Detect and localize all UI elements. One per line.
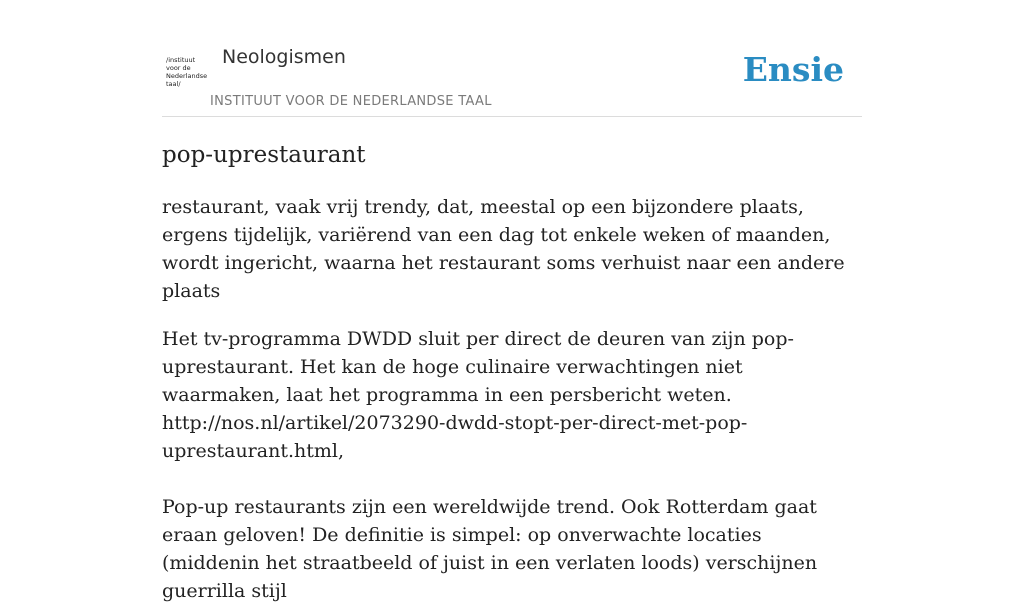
entry-definition: restaurant, vaak vrij trendy, dat, meestal op een bijzondere plaats, ergens tijdelijk, variërend van een dag tot enkele weken of maanden, wordt ingericht, waarna het restaurant soms verhuist naar een andere plaats — [162, 196, 845, 302]
page — [162, 0, 862, 605]
header — [162, 0, 862, 117]
logo-line: Nederlandse — [166, 72, 208, 80]
entry-example: Pop-up restaurants zijn een wereldwijde trend. Ook Rotterdam gaat eraan geloven! De definitie is simpel: op onverwachte locaties (middenin het straatbeeld of juist in een verlaten loods) verschijnen guerrilla stijl — [162, 496, 818, 602]
site-title[interactable]: Neologismen — [222, 46, 346, 68]
ensie-logo[interactable]: Ensie — [742, 50, 844, 89]
entry-example — [162, 325, 862, 465]
entry-word: pop-uprestaurant — [162, 142, 366, 168]
site-subtitle: INSTITUUT VOOR DE NEDERLANDSE TAAL — [210, 94, 492, 109]
logo-line: taal/ — [166, 80, 181, 88]
ivdnt-logo[interactable] — [166, 56, 206, 88]
logo-line: voor de — [166, 64, 191, 72]
example-text: Het tv-programma DWDD sluit per direct de deuren van zijn pop-uprestaurant. Het kan de hoge culinaire verwachtingen niet waarmaken, laat het programma in een persbericht weten. — [162, 328, 794, 406]
example-source: http://nos.nl/artikel/2073290-dwdd-stopt-per-direct-met-pop-uprestaurant.html, — [162, 412, 748, 462]
logo-line: /instituut — [166, 56, 196, 64]
